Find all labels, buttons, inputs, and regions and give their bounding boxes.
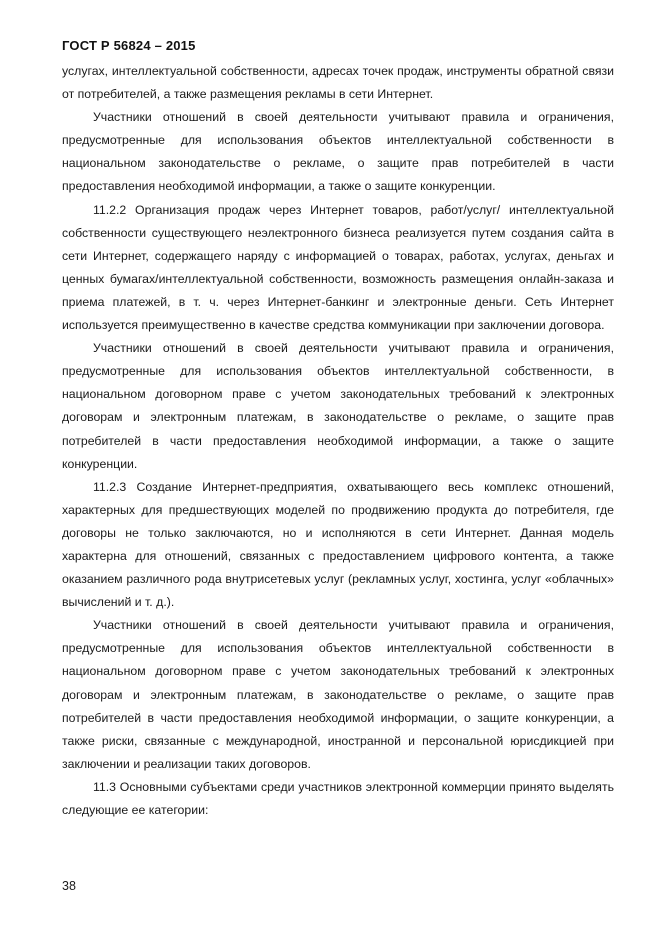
paragraph-participants-2: Участники отношений в своей деятельности учитывают правила и ограничения, предусмотренные для использования объектов интеллектуальной собственности, в национальном договорном праве с учетом законодательных требований к электронных договорам и электронным платежам, в законодательстве о рекламе, о защите прав потребителей в части предоставления необходимой информации, а также о защите конкуренции. — [62, 341, 614, 471]
paragraph-participants-1: Участники отношений в своей деятельности учитывают правила и ограничения, предусмотренные для использования объектов интеллектуальной собственности в национальном законодательстве о рекламе, о защите прав потребителей в части предоставления необходимой информации, а также о защите конкуренции. — [62, 110, 614, 194]
paragraph-section-11-3: 11.3 Основными субъектами среди участников электронной коммерции принято выделять следующие ее категории: — [62, 779, 614, 817]
paragraph-section-11-2-2: 11.2.2 Организация продаж через Интернет товаров, работ/услуг/ интеллектуальной собственности существующего неэлектронного бизнеса реализуется путем создания сайта в сети Интернет, содержащего наряду с информацией о товарах, работах, услугах, деньгах и ценных бумагах/интеллектуальной собственности, возможность размещения онлайн-заказа и приема платежей, в т. ч. через Интернет-банкинг и электронные деньги. Сеть Интернет используется преимущественно в качестве средства коммуникации при заключении договора. — [62, 202, 614, 333]
paragraph-participants-3: Участники отношений в своей деятельности учитывают правила и ограничения, предусмотренные для использования объектов интеллектуальной собственности в национальном договорном праве с учетом законодательных требований к электронных договорам и электронным платежам, в законодательстве о рекламе, о защите прав потребителей в части предоставления необходимой информации, о защите конкуренции, а также риски, связанные с международной, иностранной и персональной юрисдикцией при заключении и реализации таких договоров. — [62, 618, 614, 771]
paragraph-continuation: услугах, интеллектуальной собственности, адресах точек продаж, инструменты обратной связи от потребителей, а также размещения рекламы в сети Интернет. — [62, 64, 614, 102]
paragraph-section-11-2-3: 11.2.3 Создание Интернет-предприятия, охватывающего весь комплекс отношений, характерных для предшествующих моделей по продвижению продукта до потребителя, где договоры не только заключаются, но и исполняются в сети Интернет. Данная модель характерна для отношений, связанных с предоставлением цифрового контента, а также оказанием различного рода внутрисетевых услуг (рекламных услуг, хостинга, услуг «облачных» вычислений и т. д.). — [62, 479, 614, 610]
document-body — [62, 60, 614, 822]
page-number: 38 — [62, 879, 76, 893]
document-header-title: ГОСТ Р 56824 – 2015 — [62, 38, 196, 53]
